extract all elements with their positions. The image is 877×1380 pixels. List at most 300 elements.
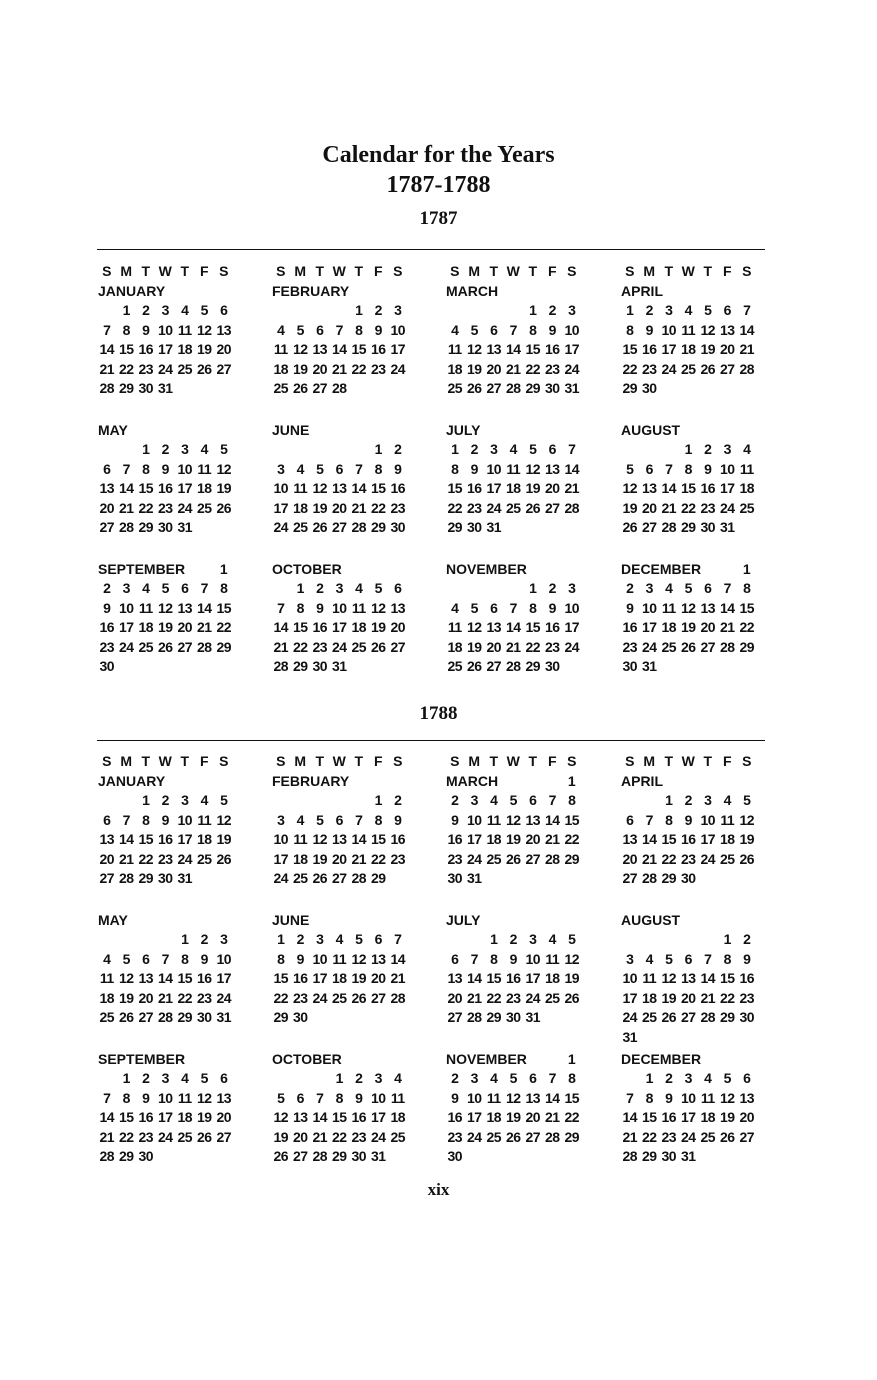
day-number: 4 xyxy=(200,441,208,457)
day-number: 22 xyxy=(351,360,367,377)
weekday-label: F xyxy=(373,263,383,279)
day-number: 19 xyxy=(370,619,386,636)
day-number: 2 xyxy=(451,792,459,808)
day-number: 28 xyxy=(99,1148,115,1165)
day-number: 1 xyxy=(122,302,130,318)
day-number: 26 xyxy=(157,638,173,655)
day-number: 8 xyxy=(529,321,537,338)
day-number: 27 xyxy=(719,360,735,377)
day-number: 21 xyxy=(390,970,406,987)
weekday-label: F xyxy=(547,263,557,279)
weekday-label: F xyxy=(547,753,557,769)
day-number: 17 xyxy=(466,1109,482,1126)
month-name: OCTOBER xyxy=(272,1051,342,1067)
day-number: 15 xyxy=(486,970,502,987)
day-number: 27 xyxy=(177,638,193,655)
weekday-label: T xyxy=(180,263,190,279)
day-number: 1 xyxy=(296,580,304,596)
day-number: 14 xyxy=(739,321,755,338)
day-number: 24 xyxy=(564,638,580,655)
day-number: 3 xyxy=(704,792,712,808)
day-grid xyxy=(445,930,605,1028)
day-number: 9 xyxy=(451,1089,459,1106)
day-number: 3 xyxy=(490,441,498,457)
day-number: 19 xyxy=(216,480,232,497)
day-number: 17 xyxy=(719,480,735,497)
day-number: 26 xyxy=(118,1009,134,1026)
year-heading-1787: 1787 xyxy=(419,208,458,229)
day-number: 8 xyxy=(277,950,285,967)
day-number: 18 xyxy=(486,1109,502,1126)
day-number: 17 xyxy=(216,970,232,987)
day-number: 18 xyxy=(680,341,696,358)
day-number: 19 xyxy=(719,1109,735,1126)
month-february xyxy=(271,262,431,399)
day-number: 6 xyxy=(316,321,324,338)
day-number: 6 xyxy=(704,580,712,596)
day-number: 15 xyxy=(273,970,289,987)
month-name: FEBRUARY xyxy=(272,283,350,299)
day-number: 14 xyxy=(544,1089,560,1106)
day-number: 4 xyxy=(684,302,692,318)
day-number: 12 xyxy=(157,599,173,616)
day-number: 5 xyxy=(509,1070,517,1086)
month-name: APRIL xyxy=(621,773,663,789)
day-number: 28 xyxy=(661,519,677,536)
day-number: 31 xyxy=(564,380,580,397)
day-number: 1 xyxy=(742,561,751,577)
day-number: 2 xyxy=(103,580,111,596)
weekday-header xyxy=(97,752,257,771)
day-number: 1 xyxy=(645,1070,653,1086)
day-number: 27 xyxy=(331,519,347,536)
day-number: 8 xyxy=(335,1089,343,1106)
day-number: 31 xyxy=(641,658,657,675)
day-number: 27 xyxy=(525,1128,541,1145)
day-number: 27 xyxy=(331,870,347,887)
day-number: 2 xyxy=(296,931,304,947)
day-number: 22 xyxy=(370,499,386,516)
day-number: 27 xyxy=(138,1009,154,1026)
day-number: 22 xyxy=(525,638,541,655)
month-july xyxy=(445,420,605,538)
day-number: 6 xyxy=(743,1070,751,1086)
month-name: MAY xyxy=(98,422,128,438)
day-number: 9 xyxy=(374,321,382,338)
day-number: 20 xyxy=(331,499,347,516)
day-number: 3 xyxy=(277,460,285,477)
day-number: 21 xyxy=(544,831,560,848)
weekday-label: T xyxy=(141,753,151,769)
day-number: 23 xyxy=(680,850,696,867)
day-number: 18 xyxy=(447,360,463,377)
day-number: 24 xyxy=(700,850,716,867)
day-number: 15 xyxy=(661,831,677,848)
day-grid xyxy=(97,930,257,1028)
weekday-label: W xyxy=(158,753,172,769)
day-number: 14 xyxy=(157,970,173,987)
day-number: 20 xyxy=(525,1109,541,1126)
day-number: 31 xyxy=(466,870,482,887)
day-number: 1 xyxy=(567,1051,576,1067)
day-number: 7 xyxy=(355,460,363,477)
day-number: 28 xyxy=(739,360,755,377)
day-number: 25 xyxy=(177,360,193,377)
day-number: 1 xyxy=(277,931,285,947)
day-number: 25 xyxy=(544,989,560,1006)
day-number: 23 xyxy=(370,360,386,377)
day-number: 17 xyxy=(466,831,482,848)
day-number: 7 xyxy=(103,1089,111,1106)
day-number: 14 xyxy=(622,1109,638,1126)
day-grid xyxy=(445,440,605,538)
day-number: 12 xyxy=(680,599,696,616)
day-number: 16 xyxy=(157,480,173,497)
day-number: 9 xyxy=(645,321,653,338)
day-number: 28 xyxy=(390,989,406,1006)
day-number: 26 xyxy=(216,850,232,867)
day-number: 18 xyxy=(138,619,154,636)
weekday-label: W xyxy=(681,753,695,769)
day-number: 4 xyxy=(548,931,556,947)
day-number: 7 xyxy=(316,1089,324,1106)
weekday-label: M xyxy=(468,263,481,279)
day-number: 23 xyxy=(157,499,173,516)
day-number: 29 xyxy=(680,519,696,536)
day-number: 8 xyxy=(122,1089,130,1106)
day-number: 11 xyxy=(720,811,735,828)
day-number: 18 xyxy=(292,850,308,867)
day-number: 22 xyxy=(118,1128,134,1145)
day-number: 5 xyxy=(296,321,304,338)
day-number: 9 xyxy=(704,460,712,477)
day-number: 25 xyxy=(331,989,347,1006)
day-number: 6 xyxy=(142,950,150,967)
day-number: 18 xyxy=(390,1109,406,1126)
day-number: 19 xyxy=(466,638,482,655)
day-number: 5 xyxy=(220,441,228,457)
day-number: 15 xyxy=(564,811,580,828)
weekday-label: W xyxy=(332,753,346,769)
day-number: 20 xyxy=(292,1128,308,1145)
day-number: 17 xyxy=(273,499,289,516)
day-number: 24 xyxy=(525,989,541,1006)
day-number: 16 xyxy=(661,1109,677,1126)
day-number: 7 xyxy=(743,302,751,318)
day-number: 17 xyxy=(564,341,580,358)
day-number: 31 xyxy=(525,1009,541,1026)
day-grid xyxy=(620,791,780,889)
day-number: 1 xyxy=(181,931,189,947)
day-number: 24 xyxy=(622,1009,638,1026)
day-number: 29 xyxy=(370,519,386,536)
day-number: 21 xyxy=(661,499,677,516)
day-number: 26 xyxy=(739,850,755,867)
day-number: 30 xyxy=(196,1009,212,1026)
day-number: 22 xyxy=(564,1109,580,1126)
day-number: 14 xyxy=(99,341,115,358)
day-number: 15 xyxy=(370,831,386,848)
day-number: 6 xyxy=(220,302,228,318)
day-number: 17 xyxy=(622,989,638,1006)
day-number: 2 xyxy=(142,302,150,318)
month-november xyxy=(445,559,605,677)
weekday-header xyxy=(445,262,605,281)
day-number: 14 xyxy=(312,1109,328,1126)
day-number: 13 xyxy=(447,970,463,987)
day-number: 9 xyxy=(142,321,150,338)
day-number: 29 xyxy=(719,1009,735,1026)
day-number: 18 xyxy=(351,619,367,636)
day-number: 19 xyxy=(564,970,580,987)
day-number: 3 xyxy=(161,302,169,318)
day-number: 17 xyxy=(177,480,193,497)
month-name: OCTOBER xyxy=(272,561,342,577)
day-number: 30 xyxy=(739,1009,755,1026)
day-number: 29 xyxy=(138,870,154,887)
day-number: 28 xyxy=(312,1148,328,1165)
day-number: 22 xyxy=(273,989,289,1006)
day-number: 12 xyxy=(312,831,328,848)
day-number: 18 xyxy=(196,831,212,848)
day-number: 26 xyxy=(273,1148,289,1165)
day-number: 9 xyxy=(355,1089,363,1106)
day-number: 20 xyxy=(177,619,193,636)
day-number: 29 xyxy=(177,1009,193,1026)
day-number: 3 xyxy=(568,580,576,596)
day-number: 30 xyxy=(292,1009,308,1026)
day-number: 26 xyxy=(370,638,386,655)
day-number: 14 xyxy=(118,480,134,497)
day-number: 3 xyxy=(568,302,576,318)
day-number: 20 xyxy=(700,619,716,636)
day-number: 12 xyxy=(216,811,232,828)
day-number: 7 xyxy=(704,950,712,967)
day-number: 10 xyxy=(118,599,134,616)
day-number: 28 xyxy=(700,1009,716,1026)
day-number: 19 xyxy=(700,341,716,358)
day-number: 2 xyxy=(200,931,208,947)
day-number: 10 xyxy=(486,460,502,477)
day-number: 16 xyxy=(157,831,173,848)
day-number: 7 xyxy=(103,321,111,338)
day-number: 4 xyxy=(355,580,363,596)
day-number: 9 xyxy=(684,811,692,828)
day-number: 20 xyxy=(216,1109,232,1126)
day-number: 16 xyxy=(447,831,463,848)
day-number: 12 xyxy=(525,460,541,477)
day-number: 14 xyxy=(390,950,406,967)
day-number: 3 xyxy=(316,931,324,947)
day-number: 3 xyxy=(161,1070,169,1086)
day-number: 14 xyxy=(273,619,289,636)
day-number: 1 xyxy=(335,1070,343,1086)
day-number: 28 xyxy=(505,380,521,397)
day-number: 26 xyxy=(525,499,541,516)
day-number: 5 xyxy=(470,599,478,616)
day-number: 7 xyxy=(355,811,363,828)
day-number: 26 xyxy=(312,870,328,887)
day-number: 13 xyxy=(700,599,716,616)
weekday-label: M xyxy=(468,753,481,769)
day-grid xyxy=(271,791,431,889)
day-number: 19 xyxy=(466,360,482,377)
day-number: 13 xyxy=(525,811,541,828)
weekday-label: S xyxy=(102,263,112,279)
weekday-label: T xyxy=(528,263,538,279)
day-number: 14 xyxy=(544,811,560,828)
day-grid xyxy=(97,301,257,399)
day-number: 4 xyxy=(490,792,498,808)
day-number: 29 xyxy=(331,1148,347,1165)
day-number: 15 xyxy=(138,831,154,848)
day-number: 23 xyxy=(739,989,755,1006)
day-number: 4 xyxy=(296,811,304,828)
day-number: 2 xyxy=(470,441,478,457)
month-name: DECEMBER 1 xyxy=(620,559,780,579)
day-grid xyxy=(271,1069,431,1167)
day-number: 8 xyxy=(645,1089,653,1106)
day-number: 30 xyxy=(505,1009,521,1026)
day-number: 16 xyxy=(739,970,755,987)
day-number: 8 xyxy=(296,599,304,616)
day-number: 13 xyxy=(525,1089,541,1106)
day-number: 18 xyxy=(719,831,735,848)
day-number: 18 xyxy=(447,638,463,655)
day-number: 7 xyxy=(470,950,478,967)
day-number: 4 xyxy=(296,460,304,477)
weekday-label: M xyxy=(294,753,307,769)
day-number: 5 xyxy=(665,950,673,967)
day-number: 5 xyxy=(529,441,537,457)
day-number: 9 xyxy=(451,811,459,828)
day-number: 4 xyxy=(200,792,208,808)
day-number: 7 xyxy=(568,441,576,457)
day-number: 31 xyxy=(370,1148,386,1165)
day-number: 30 xyxy=(312,658,328,675)
month-name: JANUARY xyxy=(98,773,166,789)
day-number: 20 xyxy=(447,989,463,1006)
day-number: 30 xyxy=(641,380,657,397)
day-number: 11 xyxy=(138,599,153,616)
day-number: 12 xyxy=(466,619,482,636)
day-number: 26 xyxy=(466,658,482,675)
day-number: 29 xyxy=(118,1148,134,1165)
day-number: 13 xyxy=(99,480,115,497)
day-number: 8 xyxy=(220,580,228,596)
day-number: 14 xyxy=(505,619,521,636)
weekday-label: M xyxy=(643,263,656,279)
day-number: 17 xyxy=(486,480,502,497)
day-number: 16 xyxy=(138,341,154,358)
day-number: 22 xyxy=(564,831,580,848)
weekday-label: T xyxy=(489,263,499,279)
day-grid xyxy=(445,1069,605,1167)
day-number: 19 xyxy=(661,989,677,1006)
day-number: 11 xyxy=(486,811,501,828)
day-number: 17 xyxy=(370,1109,386,1126)
day-number: 1 xyxy=(684,441,692,457)
day-number: 12 xyxy=(273,1109,289,1126)
day-number: 10 xyxy=(466,811,482,828)
day-number: 14 xyxy=(719,599,735,616)
day-number: 12 xyxy=(196,321,212,338)
day-number: 13 xyxy=(331,480,347,497)
day-number: 10 xyxy=(390,321,406,338)
day-number: 29 xyxy=(564,1128,580,1145)
day-number: 30 xyxy=(544,380,560,397)
day-number: 24 xyxy=(312,989,328,1006)
day-number: 12 xyxy=(505,811,521,828)
day-number: 31 xyxy=(622,1028,638,1045)
day-number: 25 xyxy=(177,1128,193,1145)
day-grid xyxy=(620,1069,780,1167)
day-number: 6 xyxy=(335,811,343,828)
weekday-label: S xyxy=(219,753,229,769)
day-number: 18 xyxy=(641,989,657,1006)
day-number: 12 xyxy=(505,1089,521,1106)
weekday-header xyxy=(271,752,431,771)
day-number: 15 xyxy=(641,1109,657,1126)
day-number: 10 xyxy=(661,321,677,338)
day-number: 30 xyxy=(138,380,154,397)
day-number: 3 xyxy=(626,950,634,967)
weekday-header xyxy=(97,262,257,281)
weekday-header xyxy=(271,262,431,281)
day-number: 5 xyxy=(626,460,634,477)
weekday-label: S xyxy=(742,263,752,279)
day-number: 10 xyxy=(700,811,716,828)
day-number: 19 xyxy=(351,970,367,987)
day-number: 26 xyxy=(292,380,308,397)
month-name: DECEMBER xyxy=(621,1051,702,1067)
day-number: 12 xyxy=(700,321,716,338)
day-number: 23 xyxy=(661,1128,677,1145)
day-number: 20 xyxy=(525,831,541,848)
day-number: 12 xyxy=(351,950,367,967)
day-number: 19 xyxy=(505,1109,521,1126)
day-number: 28 xyxy=(118,519,134,536)
day-number: 7 xyxy=(122,811,130,828)
day-number: 12 xyxy=(564,950,580,967)
day-number: 27 xyxy=(641,519,657,536)
day-number: 27 xyxy=(680,1009,696,1026)
day-number: 25 xyxy=(719,850,735,867)
day-number: 4 xyxy=(451,321,459,338)
day-number: 20 xyxy=(680,989,696,1006)
day-number: 17 xyxy=(118,619,134,636)
day-number: 15 xyxy=(525,341,541,358)
day-number: 4 xyxy=(181,302,189,318)
day-number: 3 xyxy=(277,811,285,828)
day-number: 28 xyxy=(99,380,115,397)
day-number: 24 xyxy=(680,1128,696,1145)
day-number: 24 xyxy=(661,360,677,377)
day-number: 15 xyxy=(739,599,755,616)
day-number: 15 xyxy=(177,970,193,987)
day-number: 11 xyxy=(293,480,308,497)
day-number: 21 xyxy=(739,341,755,358)
day-number: 27 xyxy=(486,658,502,675)
day-number: 24 xyxy=(331,638,347,655)
day-number: 12 xyxy=(292,341,308,358)
day-number: 12 xyxy=(312,480,328,497)
day-number: 28 xyxy=(273,658,289,675)
day-number: 28 xyxy=(544,850,560,867)
day-number: 11 xyxy=(332,950,347,967)
day-number: 24 xyxy=(216,989,232,1006)
day-number: 17 xyxy=(177,831,193,848)
